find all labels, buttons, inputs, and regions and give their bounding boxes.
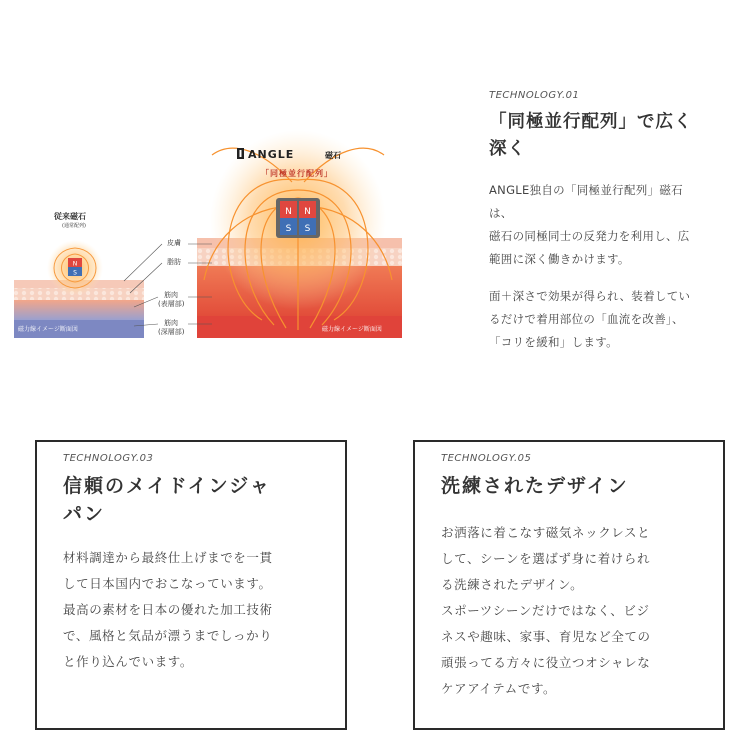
text-line: スポーツシーンだけではなく、ビジ <box>441 603 650 618</box>
card-paragraph <box>441 520 651 702</box>
layer-label-muscle-deep-line1: 筋肉 <box>164 319 178 327</box>
paragraph-2 <box>489 285 737 354</box>
card-paragraph <box>63 545 273 675</box>
technology-05-card <box>413 440 725 730</box>
text-line: 「コリを緩和」します。 <box>489 335 618 349</box>
old-pole-s: S <box>73 269 77 277</box>
card-heading <box>63 472 271 528</box>
card-heading <box>441 472 629 500</box>
text-line: ケアアイテムです。 <box>441 681 557 696</box>
pole-s-left: S <box>285 224 292 234</box>
text-line: 最高の素材を日本の優れた加工技術 <box>63 602 273 617</box>
pole-n-left: N <box>285 207 292 217</box>
technology-label: TECHNOLOGY.05 <box>441 453 532 464</box>
text-line: は、 <box>489 206 513 220</box>
text-line: お洒落に着こなす磁気ネックレスと <box>441 525 651 540</box>
angle-tagline: 「同極並行配列」 <box>261 169 333 178</box>
pole-n-right: N <box>304 207 311 217</box>
text-line: 磁石の同極同士の反発力を利用し、広 <box>489 229 690 243</box>
text-line: 範囲に深く働きかけます。 <box>489 252 630 266</box>
text-line: と作り込んでいます。 <box>63 654 194 669</box>
heading-line: 信頼のメイドインジャ <box>63 475 271 497</box>
magnetic-field-illustration <box>12 110 404 345</box>
layer-label-muscle-surface-line1: 筋肉 <box>164 291 178 299</box>
technology-label: TECHNOLOGY.03 <box>63 453 154 464</box>
text-line: 頑張ってる方々に役立つオシャレな <box>441 655 651 670</box>
heading-line: パン <box>63 503 106 525</box>
heading-line: 深く <box>489 139 526 159</box>
angle-brand-name: ANGLE <box>248 148 295 161</box>
layer-label-muscle-deep-line2: (深層部) <box>158 328 185 336</box>
technology-label: TECHNOLOGY.01 <box>489 90 580 101</box>
caption-left: 磁力線イメージ断面図 <box>18 326 78 333</box>
pole-s-right: S <box>304 224 311 234</box>
text-line: 材料調達から最終仕上げまでを一貫 <box>63 550 273 565</box>
text-line: ANGLE独自の「同極並行配列」磁石 <box>489 183 683 197</box>
old-pole-n: N <box>72 260 78 268</box>
old-magnet <box>47 240 103 296</box>
layer-label-muscle-surface-line2: (表層部) <box>158 300 185 308</box>
heading-line: 「同極並行配列」で広く <box>489 112 693 132</box>
heading-line: 洗練されたデザイン <box>441 475 629 497</box>
layer-label-fat: 脂肪 <box>167 258 181 266</box>
text-line: ネスや趣味、家事、育児など全ての <box>441 629 651 644</box>
old-magnet-title: 従来磁石 <box>54 212 86 221</box>
old-magnet-subtitle: (通常配列) <box>62 223 86 229</box>
technology-03-card <box>35 440 347 730</box>
text-line: で、風格と気品が漂うまでしっかり <box>63 628 273 643</box>
layer-label-skin: 皮膚 <box>167 239 181 247</box>
text-line: 面＋深さで効果が得られ、装着してい <box>489 289 691 303</box>
text-line: る洗練されたデザイン。 <box>441 577 584 592</box>
angle-brand-suffix: 磁石 <box>325 151 341 160</box>
layer-label-muscle-deep <box>158 319 184 337</box>
caption-right: 磁力線イメージ断面図 <box>322 326 382 333</box>
text-line: して日本国内でおこなっています。 <box>63 576 272 591</box>
layer-label-muscle-surface <box>158 291 184 309</box>
text-line: して、シーンを選ばず身に着けられ <box>441 551 651 566</box>
technology-01-section <box>489 90 737 354</box>
text-line: るだけで着用部位の「血流を改善」、 <box>489 312 684 326</box>
paragraph-1 <box>489 179 737 271</box>
section-heading <box>489 109 737 163</box>
